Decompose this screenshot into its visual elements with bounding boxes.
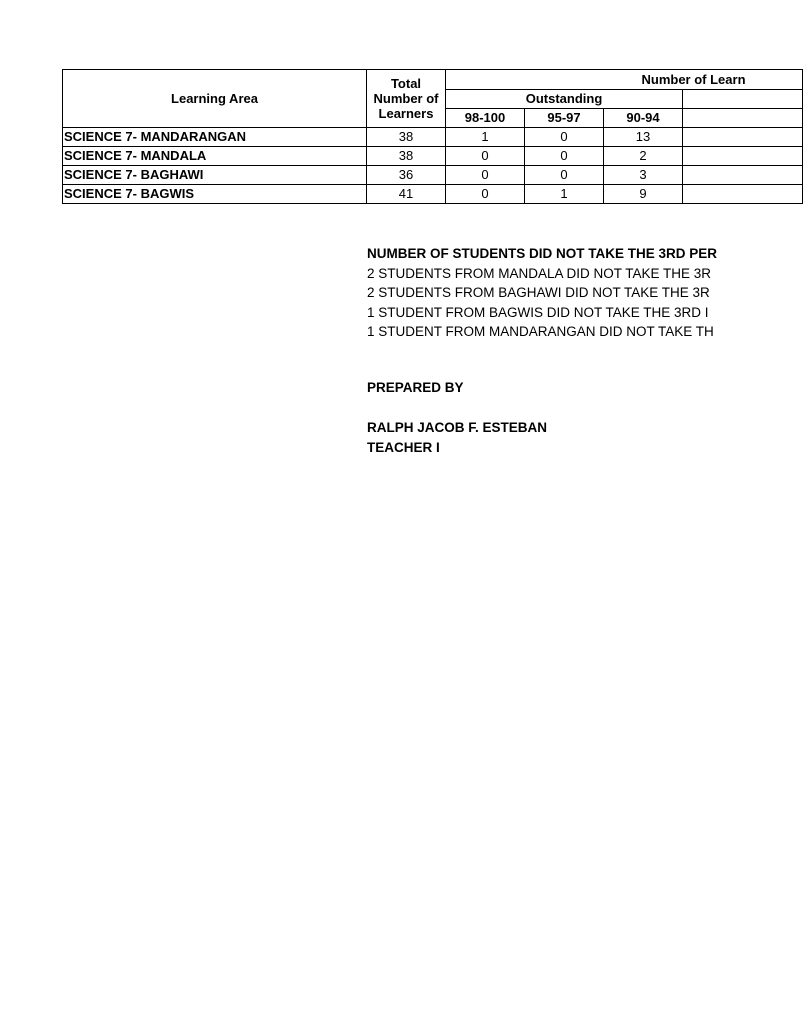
empty-cell bbox=[683, 166, 803, 185]
table-row bbox=[63, 185, 803, 204]
range-95-97-cell: 0 bbox=[525, 147, 604, 166]
note-line: 1 STUDENT FROM MANDARANGAN DID NOT TAKE TH bbox=[367, 324, 714, 339]
range-98-100-cell: 0 bbox=[446, 185, 525, 204]
number-of-learners-header: Number of Learn bbox=[446, 70, 803, 90]
range-95-97-cell: 0 bbox=[525, 128, 604, 147]
learning-area-header: Learning Area bbox=[63, 70, 367, 128]
note-line: 2 STUDENTS FROM BAGHAWI DID NOT TAKE THE 3R bbox=[367, 285, 710, 300]
range-90-94-cell: 13 bbox=[604, 128, 683, 147]
header-spacer bbox=[683, 90, 803, 109]
outstanding-header: Outstanding bbox=[446, 90, 683, 109]
table-row bbox=[63, 147, 803, 166]
learning-area-cell: SCIENCE 7- MANDARANGAN bbox=[63, 128, 367, 147]
total-cell: 41 bbox=[367, 185, 446, 204]
total-learners-header: Total Number of Learners bbox=[367, 70, 446, 128]
prepared-by-label: PREPARED BY bbox=[367, 380, 464, 395]
preparer-name: RALPH JACOB F. ESTEBAN bbox=[367, 420, 548, 435]
empty-cell bbox=[683, 128, 803, 147]
empty-cell bbox=[683, 147, 803, 166]
range-95-97-cell: 0 bbox=[525, 166, 604, 185]
notes-heading: NUMBER OF STUDENTS DID NOT TAKE THE 3RD PER bbox=[367, 246, 718, 261]
range-90-94-cell: 3 bbox=[604, 166, 683, 185]
total-cell: 36 bbox=[367, 166, 446, 185]
header-spacer bbox=[683, 109, 803, 128]
total-cell: 38 bbox=[367, 128, 446, 147]
learning-area-cell: SCIENCE 7- BAGWIS bbox=[63, 185, 367, 204]
learning-area-cell: SCIENCE 7- BAGHAWI bbox=[63, 166, 367, 185]
range-98-100-cell: 0 bbox=[446, 147, 525, 166]
range-98-100-cell: 1 bbox=[446, 128, 525, 147]
range-header-95-97: 95-97 bbox=[525, 109, 604, 128]
grades-summary-table bbox=[62, 69, 803, 204]
total-cell: 38 bbox=[367, 147, 446, 166]
preparer-position: TEACHER I bbox=[367, 440, 440, 455]
range-95-97-cell: 1 bbox=[525, 185, 604, 204]
range-98-100-cell: 0 bbox=[446, 166, 525, 185]
range-header-90-94: 90-94 bbox=[604, 109, 683, 128]
range-90-94-cell: 2 bbox=[604, 147, 683, 166]
range-header-98-100: 98-100 bbox=[446, 109, 525, 128]
note-line: 1 STUDENT FROM BAGWIS DID NOT TAKE THE 3RD I bbox=[367, 304, 709, 320]
note-line: 2 STUDENTS FROM MANDALA DID NOT TAKE THE 3R bbox=[367, 265, 712, 281]
range-90-94-cell: 9 bbox=[604, 185, 683, 204]
learning-area-cell: SCIENCE 7- MANDALA bbox=[63, 147, 367, 166]
absentee-notes bbox=[367, 244, 717, 342]
table-row bbox=[63, 128, 803, 147]
empty-cell bbox=[683, 185, 803, 204]
table-row bbox=[63, 166, 803, 185]
